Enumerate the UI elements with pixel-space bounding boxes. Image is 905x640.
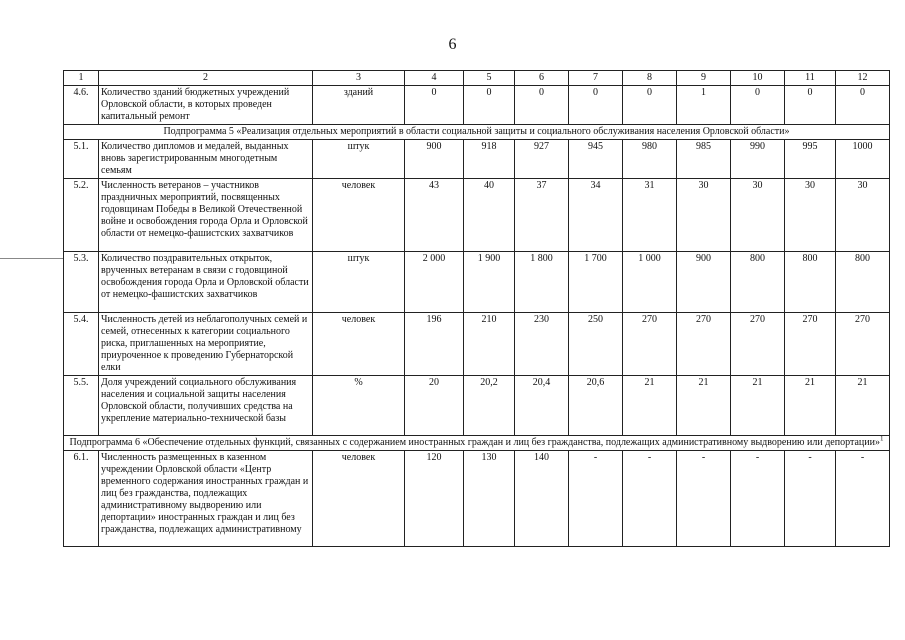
value-cell: 900: [405, 140, 464, 179]
value-cell: 30: [677, 179, 731, 252]
header-row: [64, 71, 890, 86]
scan-artifact-line: [0, 258, 63, 259]
header-cell: 7: [569, 71, 623, 86]
row-number: 6.1.: [64, 451, 99, 547]
value-cell: 230: [515, 313, 569, 376]
value-cell: -: [623, 451, 677, 547]
value-cell: 0: [731, 86, 785, 125]
subprogram-title-cell: [64, 436, 890, 451]
value-cell: 0: [836, 86, 890, 125]
value-cell: -: [836, 451, 890, 547]
unit: штук: [313, 140, 405, 179]
value-cell: 21: [785, 376, 836, 436]
value-cell: 985: [677, 140, 731, 179]
unit: штук: [313, 252, 405, 313]
indicator-name: Численность детей из неблагополучных семей и семей, отнесенных к категории социального риска, приглашенных на мероприятие, приуроченное к проведению Губернаторской елки: [99, 313, 313, 376]
value-cell: -: [677, 451, 731, 547]
value-cell: 800: [836, 252, 890, 313]
value-cell: 990: [731, 140, 785, 179]
unit: человек: [313, 179, 405, 252]
value-cell: 270: [677, 313, 731, 376]
value-cell: -: [731, 451, 785, 547]
value-cell: 20,6: [569, 376, 623, 436]
value-cell: 43: [405, 179, 464, 252]
table-row: [64, 252, 890, 313]
indicator-name: Количество зданий бюджетных учреждений Орловской области, в которых проведен капитальный ремонт: [99, 86, 313, 125]
value-cell: 0: [405, 86, 464, 125]
table-row: [64, 140, 890, 179]
value-cell: 918: [464, 140, 515, 179]
value-cell: 0: [515, 86, 569, 125]
value-cell: 31: [623, 179, 677, 252]
value-cell: 927: [515, 140, 569, 179]
subprogram-title: Подпрограмма 5 «Реализация отдельных мероприятий в области социальной защиты и социального обслуживания населения Орловской области»: [64, 125, 890, 140]
value-cell: 1 800: [515, 252, 569, 313]
header-cell: 6: [515, 71, 569, 86]
header-cell: 1: [64, 71, 99, 86]
value-cell: 1000: [836, 140, 890, 179]
header-cell: 11: [785, 71, 836, 86]
row-number: 4.6.: [64, 86, 99, 125]
row-number: 5.4.: [64, 313, 99, 376]
indicator-name: Доля учреждений социального обслуживания населения и социальной защиты населения Орловской области, получивших средства на укрепление материально-технической базы: [99, 376, 313, 436]
subprogram-title: Подпрограмма 6 «Обеспечение отдельных функций, связанных с содержанием иностранных граждан и лиц без гражданства, подлежащих административному выдворению или депортации»: [69, 437, 880, 448]
value-cell: 1 900: [464, 252, 515, 313]
unit: %: [313, 376, 405, 436]
header-cell: 8: [623, 71, 677, 86]
unit: зданий: [313, 86, 405, 125]
value-cell: 40: [464, 179, 515, 252]
header-cell: 5: [464, 71, 515, 86]
table-row: [64, 451, 890, 547]
row-number: 5.1.: [64, 140, 99, 179]
value-cell: 980: [623, 140, 677, 179]
value-cell: 800: [731, 252, 785, 313]
value-cell: 30: [785, 179, 836, 252]
page-number: 6: [448, 36, 457, 53]
header-cell: 3: [313, 71, 405, 86]
value-cell: 2 000: [405, 252, 464, 313]
value-cell: 30: [836, 179, 890, 252]
value-cell: 196: [405, 313, 464, 376]
value-cell: 995: [785, 140, 836, 179]
value-cell: 20,4: [515, 376, 569, 436]
row-number: 5.5.: [64, 376, 99, 436]
value-cell: 21: [677, 376, 731, 436]
value-cell: 800: [785, 252, 836, 313]
value-cell: 270: [731, 313, 785, 376]
value-cell: 34: [569, 179, 623, 252]
value-cell: 270: [785, 313, 836, 376]
unit: человек: [313, 313, 405, 376]
value-cell: 900: [677, 252, 731, 313]
value-cell: 210: [464, 313, 515, 376]
unit: человек: [313, 451, 405, 547]
header-cell: 4: [405, 71, 464, 86]
value-cell: 1: [677, 86, 731, 125]
indicator-name: Количество поздравительных открыток, врученных ветеранам в связи с годовщиной освобождения города Орла и Орловской области от немецко-фашистских захватчиков: [99, 252, 313, 313]
value-cell: 1 000: [623, 252, 677, 313]
table-row: [64, 376, 890, 436]
value-cell: 270: [623, 313, 677, 376]
value-cell: 20: [405, 376, 464, 436]
header-cell: 12: [836, 71, 890, 86]
value-cell: 945: [569, 140, 623, 179]
subprogram-row: [64, 436, 890, 451]
value-cell: 0: [464, 86, 515, 125]
table-row: [64, 179, 890, 252]
indicators-table: [63, 70, 890, 547]
value-cell: 140: [515, 451, 569, 547]
indicator-name: Численность размещенных в казенном учреждении Орловской области «Центр временного содержания иностранных граждан и лиц без гражданства, подлежащих административному выдворению или депортации» иностранных граждан и лиц без гражданства, подлежащих административному: [99, 451, 313, 547]
value-cell: 250: [569, 313, 623, 376]
footnote-mark: 1: [879, 435, 884, 443]
row-number: 5.2.: [64, 179, 99, 252]
header-cell: 9: [677, 71, 731, 86]
indicator-name: Численность ветеранов – участников праздничных мероприятий, посвященных годовщинам Победы в Великой Отечественной войне и освобождения города Орла и Орловской области от немецко-фашистских захватчиков: [99, 179, 313, 252]
value-cell: 130: [464, 451, 515, 547]
value-cell: -: [569, 451, 623, 547]
row-number: 5.3.: [64, 252, 99, 313]
value-cell: -: [785, 451, 836, 547]
table-row: [64, 86, 890, 125]
value-cell: 120: [405, 451, 464, 547]
value-cell: 21: [836, 376, 890, 436]
table-row: [64, 313, 890, 376]
header-cell: 2: [99, 71, 313, 86]
subprogram-row: [64, 125, 890, 140]
value-cell: 0: [785, 86, 836, 125]
value-cell: 20,2: [464, 376, 515, 436]
value-cell: 37: [515, 179, 569, 252]
value-cell: 21: [623, 376, 677, 436]
value-cell: 0: [569, 86, 623, 125]
value-cell: 270: [836, 313, 890, 376]
value-cell: 30: [731, 179, 785, 252]
indicator-name: Количество дипломов и медалей, выданных вновь зарегистрированным многодетным семьям: [99, 140, 313, 179]
header-cell: 10: [731, 71, 785, 86]
value-cell: 21: [731, 376, 785, 436]
value-cell: 1 700: [569, 252, 623, 313]
value-cell: 0: [623, 86, 677, 125]
